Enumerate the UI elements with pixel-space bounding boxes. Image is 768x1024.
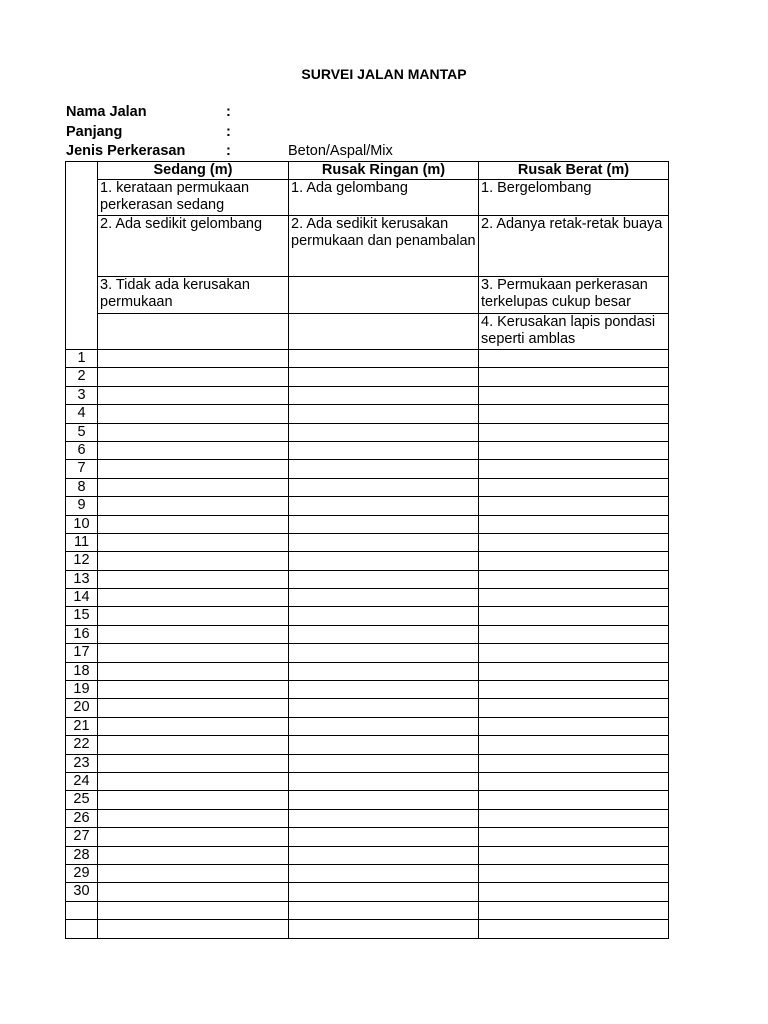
table-row	[66, 589, 669, 607]
table-header-row	[66, 162, 669, 180]
cell-rusak-berat[interactable]	[479, 644, 669, 662]
row-number: 26	[66, 809, 98, 827]
cell-rusak-berat[interactable]	[479, 736, 669, 754]
table-row	[66, 754, 669, 772]
cell-rusak-ringan[interactable]	[289, 828, 479, 846]
header-rusak-ringan: Rusak Ringan (m)	[289, 162, 479, 180]
cell-rusak-berat[interactable]	[479, 607, 669, 625]
cell-rusak-berat[interactable]	[479, 920, 669, 938]
cell-rusak-berat[interactable]	[479, 478, 669, 496]
number-column-header	[66, 162, 98, 350]
table-row	[66, 828, 669, 846]
cell-sedang[interactable]	[98, 589, 289, 607]
cell-rusak-ringan[interactable]	[289, 736, 479, 754]
field-colon: :	[226, 143, 231, 159]
row-number: 8	[66, 478, 98, 496]
table-row	[66, 644, 669, 662]
row-number: 25	[66, 791, 98, 809]
cell-sedang[interactable]	[98, 570, 289, 588]
cell-rusak-ringan[interactable]	[289, 441, 479, 459]
cell-sedang[interactable]	[98, 460, 289, 478]
cell-rusak-ringan[interactable]	[289, 607, 479, 625]
criteria-row	[66, 216, 669, 277]
cell-rusak-ringan[interactable]	[289, 350, 479, 368]
cell-sedang[interactable]	[98, 386, 289, 404]
row-number: 29	[66, 864, 98, 882]
row-number: 9	[66, 497, 98, 515]
cell-rusak-ringan[interactable]	[289, 883, 479, 901]
table-row	[66, 901, 669, 919]
table-row	[66, 809, 669, 827]
cell-sedang[interactable]	[98, 920, 289, 938]
cell-sedang[interactable]	[98, 883, 289, 901]
cell-sedang[interactable]	[98, 846, 289, 864]
cell-rusak-ringan[interactable]	[289, 405, 479, 423]
table-row	[66, 772, 669, 790]
cell-rusak-berat[interactable]	[479, 515, 669, 533]
row-number: 2	[66, 368, 98, 386]
cell-rusak-ringan[interactable]	[289, 570, 479, 588]
criteria-row	[66, 277, 669, 314]
table-row	[66, 405, 669, 423]
cell-sedang[interactable]	[98, 423, 289, 441]
cell-rusak-berat[interactable]	[479, 754, 669, 772]
cell-sedang[interactable]	[98, 405, 289, 423]
table-row	[66, 368, 669, 386]
cell-rusak-berat[interactable]	[479, 791, 669, 809]
cell-rusak-berat[interactable]	[479, 828, 669, 846]
cell-sedang[interactable]	[98, 864, 289, 882]
cell-sedang[interactable]	[98, 717, 289, 735]
row-number: 4	[66, 405, 98, 423]
cell-rusak-berat[interactable]	[479, 441, 669, 459]
cell-sedang[interactable]	[98, 791, 289, 809]
cell-sedang[interactable]	[98, 828, 289, 846]
cell-sedang[interactable]	[98, 625, 289, 643]
cell-sedang[interactable]	[98, 901, 289, 919]
criteria-cell: 3. Permukaan perkerasan terkelupas cukup besar	[479, 277, 669, 314]
cell-rusak-berat[interactable]	[479, 350, 669, 368]
criteria-cell: 2. Ada sedikit gelombang	[98, 216, 289, 277]
row-number: 30	[66, 883, 98, 901]
cell-rusak-ringan[interactable]	[289, 533, 479, 551]
cell-sedang[interactable]	[98, 644, 289, 662]
cell-rusak-ringan[interactable]	[289, 644, 479, 662]
table-row	[66, 883, 669, 901]
cell-rusak-berat[interactable]	[479, 883, 669, 901]
cell-rusak-ringan[interactable]	[289, 386, 479, 404]
table-row	[66, 864, 669, 882]
row-number: 18	[66, 662, 98, 680]
table-row	[66, 350, 669, 368]
table-row	[66, 662, 669, 680]
row-number: 5	[66, 423, 98, 441]
row-number: 6	[66, 441, 98, 459]
cell-rusak-berat[interactable]	[479, 846, 669, 864]
row-number: 24	[66, 772, 98, 790]
row-number	[66, 920, 98, 938]
row-number: 14	[66, 589, 98, 607]
cell-sedang[interactable]	[98, 754, 289, 772]
cell-rusak-ringan[interactable]	[289, 809, 479, 827]
criteria-cell: 2. Adanya retak-retak buaya	[479, 216, 669, 277]
criteria-cell	[289, 277, 479, 314]
cell-rusak-berat[interactable]	[479, 570, 669, 588]
row-number: 21	[66, 717, 98, 735]
cell-rusak-ringan[interactable]	[289, 368, 479, 386]
cell-rusak-berat[interactable]	[479, 589, 669, 607]
cell-rusak-ringan[interactable]	[289, 515, 479, 533]
header-sedang: Sedang (m)	[98, 162, 289, 180]
cell-rusak-ringan[interactable]	[289, 552, 479, 570]
table-row	[66, 717, 669, 735]
cell-rusak-berat[interactable]	[479, 772, 669, 790]
header-rusak-berat: Rusak Berat (m)	[479, 162, 669, 180]
cell-sedang[interactable]	[98, 552, 289, 570]
cell-sedang[interactable]	[98, 497, 289, 515]
table-row	[66, 920, 669, 938]
cell-rusak-ringan[interactable]	[289, 920, 479, 938]
criteria-cell: 2. Ada sedikit kerusakan permukaan dan penambalan	[289, 216, 479, 277]
cell-rusak-berat[interactable]	[479, 809, 669, 827]
row-number: 15	[66, 607, 98, 625]
cell-rusak-ringan[interactable]	[289, 681, 479, 699]
cell-rusak-berat[interactable]	[479, 423, 669, 441]
cell-sedang[interactable]	[98, 607, 289, 625]
table-row	[66, 497, 669, 515]
cell-rusak-ringan[interactable]	[289, 901, 479, 919]
criteria-cell: 4. Kerusakan lapis pondasi seperti amblas	[479, 314, 669, 350]
field-label: Nama Jalan	[66, 104, 147, 120]
row-number: 3	[66, 386, 98, 404]
table-row	[66, 515, 669, 533]
row-number: 13	[66, 570, 98, 588]
document-title: SURVEI JALAN MANTAP	[301, 66, 467, 82]
row-number: 17	[66, 644, 98, 662]
cell-sedang[interactable]	[98, 681, 289, 699]
cell-rusak-berat[interactable]	[479, 533, 669, 551]
cell-sedang[interactable]	[98, 515, 289, 533]
cell-rusak-berat[interactable]	[479, 552, 669, 570]
table-row	[66, 570, 669, 588]
criteria-row	[66, 314, 669, 350]
table-row	[66, 552, 669, 570]
field-colon: :	[226, 104, 231, 120]
cell-rusak-ringan[interactable]	[289, 717, 479, 735]
cell-sedang[interactable]	[98, 772, 289, 790]
row-number: 27	[66, 828, 98, 846]
cell-rusak-berat[interactable]	[479, 460, 669, 478]
cell-rusak-ringan[interactable]	[289, 589, 479, 607]
cell-rusak-berat[interactable]	[479, 405, 669, 423]
cell-rusak-ringan[interactable]	[289, 497, 479, 515]
row-number: 16	[66, 625, 98, 643]
cell-sedang[interactable]	[98, 441, 289, 459]
field-label: Panjang	[66, 124, 123, 140]
cell-rusak-ringan[interactable]	[289, 662, 479, 680]
row-number: 28	[66, 846, 98, 864]
cell-rusak-ringan[interactable]	[289, 846, 479, 864]
table-row	[66, 423, 669, 441]
row-number: 12	[66, 552, 98, 570]
cell-rusak-berat[interactable]	[479, 901, 669, 919]
survey-table	[65, 161, 669, 939]
cell-rusak-ringan[interactable]	[289, 478, 479, 496]
cell-rusak-ringan[interactable]	[289, 460, 479, 478]
cell-sedang[interactable]	[98, 809, 289, 827]
table-row	[66, 681, 669, 699]
table-row	[66, 736, 669, 754]
row-number: 10	[66, 515, 98, 533]
cell-sedang[interactable]	[98, 533, 289, 551]
table-row	[66, 533, 669, 551]
table-row	[66, 791, 669, 809]
table-row	[66, 625, 669, 643]
criteria-cell: 3. Tidak ada kerusakan permukaan	[98, 277, 289, 314]
cell-rusak-ringan[interactable]	[289, 625, 479, 643]
cell-rusak-ringan[interactable]	[289, 772, 479, 790]
row-number: 22	[66, 736, 98, 754]
cell-rusak-berat[interactable]	[479, 625, 669, 643]
cell-rusak-berat[interactable]	[479, 681, 669, 699]
cell-rusak-ringan[interactable]	[289, 699, 479, 717]
table-row	[66, 846, 669, 864]
row-number: 19	[66, 681, 98, 699]
cell-rusak-berat[interactable]	[479, 386, 669, 404]
cell-rusak-berat[interactable]	[479, 368, 669, 386]
table-row	[66, 607, 669, 625]
cell-rusak-ringan[interactable]	[289, 864, 479, 882]
field-label: Jenis Perkerasan	[66, 143, 186, 159]
cell-rusak-ringan[interactable]	[289, 754, 479, 772]
cell-rusak-ringan[interactable]	[289, 791, 479, 809]
criteria-cell: 1. kerataan permukaan perkerasan sedang	[98, 180, 289, 216]
table-row	[66, 460, 669, 478]
criteria-row	[66, 180, 669, 216]
table-row	[66, 386, 669, 404]
row-number: 1	[66, 350, 98, 368]
row-number	[66, 901, 98, 919]
cell-sedang[interactable]	[98, 699, 289, 717]
row-number: 11	[66, 533, 98, 551]
cell-sedang[interactable]	[98, 662, 289, 680]
cell-rusak-berat[interactable]	[479, 662, 669, 680]
cell-sedang[interactable]	[98, 368, 289, 386]
row-number: 7	[66, 460, 98, 478]
cell-rusak-ringan[interactable]	[289, 423, 479, 441]
cell-rusak-berat[interactable]	[479, 864, 669, 882]
row-number: 20	[66, 699, 98, 717]
criteria-cell	[98, 314, 289, 350]
field-value: Beton/Aspal/Mix	[288, 143, 393, 159]
table-row	[66, 699, 669, 717]
cell-sedang[interactable]	[98, 350, 289, 368]
table-row	[66, 441, 669, 459]
table-row	[66, 478, 669, 496]
cell-sedang[interactable]	[98, 736, 289, 754]
cell-rusak-berat[interactable]	[479, 699, 669, 717]
criteria-cell: 1. Bergelombang	[479, 180, 669, 216]
cell-sedang[interactable]	[98, 478, 289, 496]
criteria-cell	[289, 314, 479, 350]
criteria-cell: 1. Ada gelombang	[289, 180, 479, 216]
field-colon: :	[226, 124, 231, 140]
cell-rusak-berat[interactable]	[479, 497, 669, 515]
row-number: 23	[66, 754, 98, 772]
cell-rusak-berat[interactable]	[479, 717, 669, 735]
